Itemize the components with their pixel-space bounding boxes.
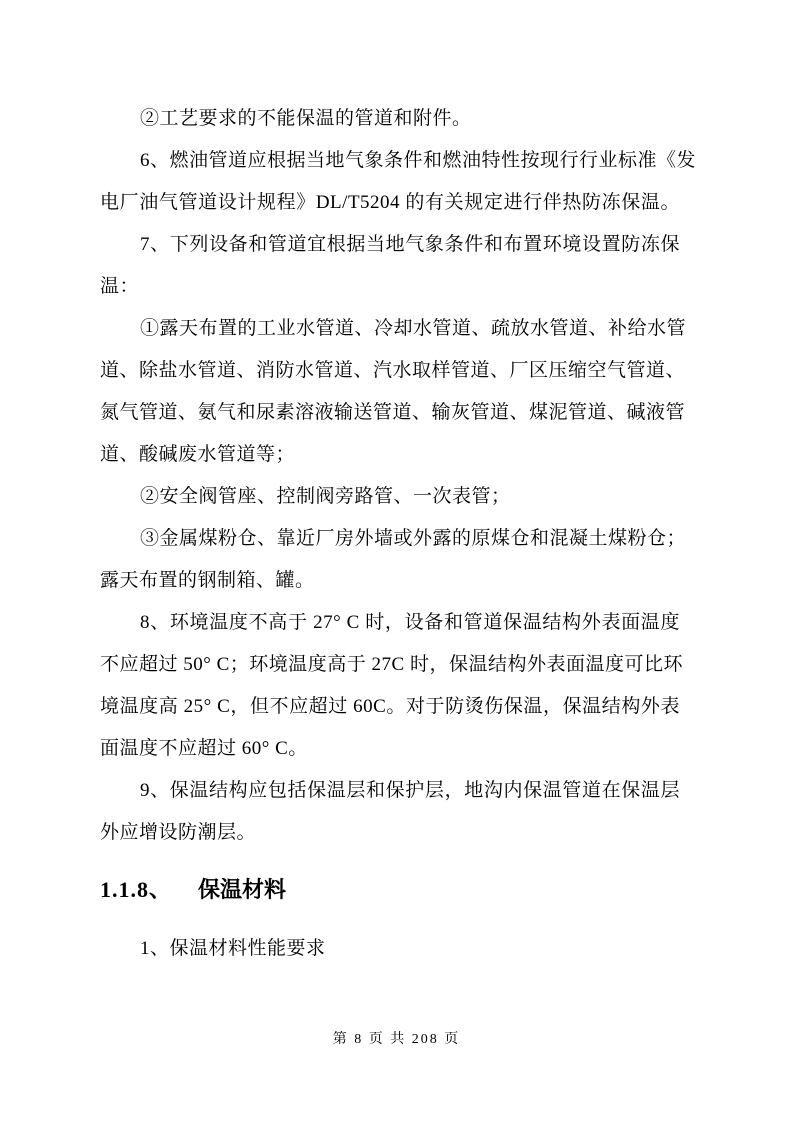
- text-line: 面温度不应超过 60° C。: [100, 738, 308, 759]
- text-line: 1、保温材料性能要求: [140, 938, 326, 959]
- text-line: 温：: [100, 276, 140, 297]
- text-line: 道、酸碱废水管道等；: [100, 444, 296, 465]
- text-line: 道、除盐水管道、消防水管道、汽水取样管道、厂区压缩空气管道、: [100, 360, 686, 381]
- text-line: 不应超过 50° C；环境温度高于 27C 时，保温结构外表面温度可比环: [100, 654, 683, 675]
- text-line: 电厂油气管道设计规程》DL/T5204 的有关规定进行伴热防冻保温。: [100, 192, 680, 213]
- heading-title: 保温材料: [198, 877, 287, 902]
- document-body: [100, 98, 697, 970]
- text-line: 6、燃油管道应根据当地气象条件和燃油特性按现行行业标准《发: [140, 150, 697, 171]
- text-line: 露天布置的钢制箱、罐。: [100, 570, 315, 591]
- text-line: 外应增设防潮层。: [100, 822, 257, 843]
- text-line: 境温度高 25° C，但不应超过 60C。对于防烫伤保温，保温结构外表: [100, 696, 680, 717]
- text-line: 8、环境温度不高于 27° C 时，设备和管道保温结构外表面温度: [140, 612, 680, 633]
- page-footer: 第 8 页 共 208 页: [332, 1032, 461, 1047]
- text-line: ③金属煤粉仓、靠近厂房外墙或外露的原煤仓和混凝土煤粉仓；: [140, 528, 687, 549]
- text-line: ②工艺要求的不能保温的管道和附件。: [140, 108, 472, 129]
- text-line: ②安全阀管座、控制阀旁路管、一次表管；: [140, 486, 511, 507]
- heading-number: 1.1.8、: [100, 877, 173, 902]
- text-line: ①露天布置的工业水管道、冷却水管道、疏放水管道、补给水管: [140, 318, 687, 339]
- text-line: 氮气管道、氨气和尿素溶液输送管道、输灰管道、煤泥管道、碱液管: [100, 402, 686, 423]
- text-line: 9、保温结构应包括保温层和保护层，地沟内保温管道在保温层: [140, 780, 680, 801]
- text-line: 7、下列设备和管道宜根据当地气象条件和布置环境设置防冻保: [140, 234, 680, 255]
- section-heading: [100, 868, 680, 912]
